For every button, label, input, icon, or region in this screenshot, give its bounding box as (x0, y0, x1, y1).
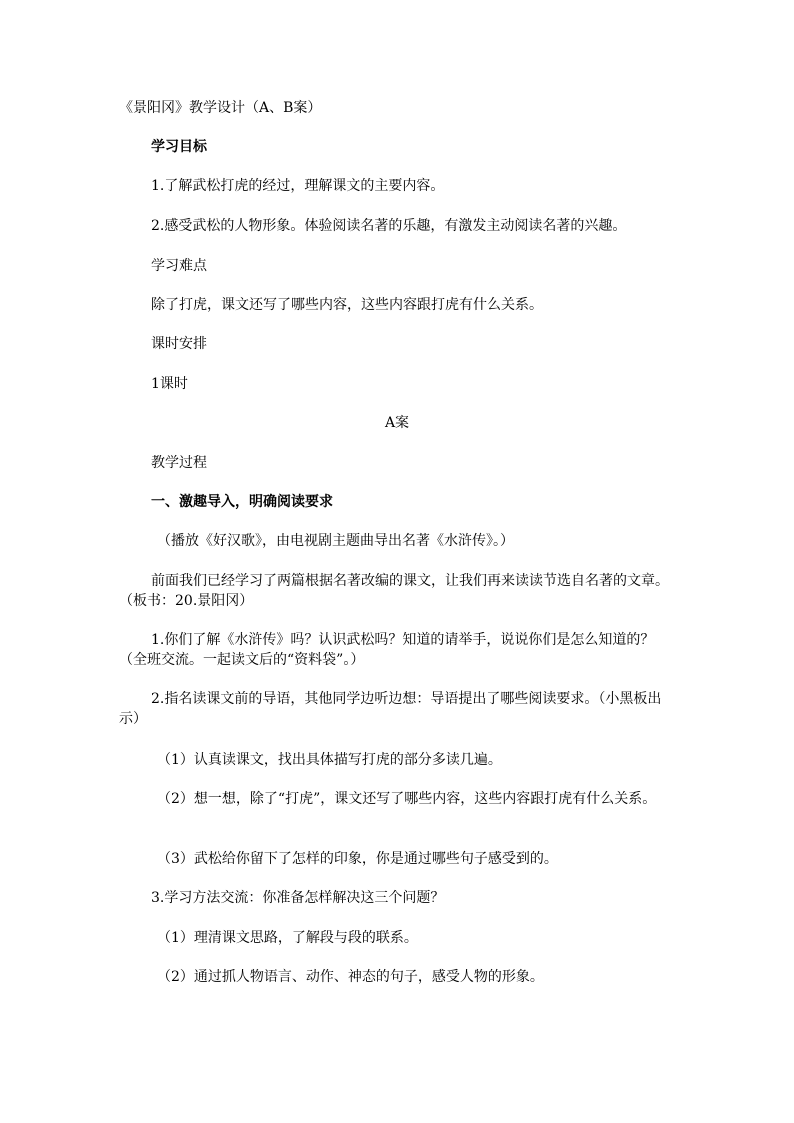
step-1-note: （播放《好汉歌》，由电视剧主题曲导出名著《水浒传》。） (157, 533, 514, 549)
question-3: 3.学习方法交流：你准备怎样解决这三个问题？ (151, 890, 445, 906)
heading-schedule: 课时安排 (151, 336, 207, 352)
question-1: 1.你们了解《水浒传》吗？认识武松吗？知道的请举手，说说你们是怎么知道的？（全班交流。一起读文后的“资料袋”。） (119, 632, 655, 668)
step-1-paragraph: 前面我们已经学习了两篇根据名著改编的课文，让我们再来读读节选自名著的文章。（板书：20.景阳冈） (119, 573, 669, 609)
requirement-3: （3）武松给你留下了怎样的印象，你是通过哪些句子感受到的。 (157, 851, 558, 867)
requirement-1: （1）认真读课文，找出具体描写打虎的部分多读几遍。 (157, 752, 502, 768)
objective-2: 2.感受武松的人物形象。体验阅读名著的乐趣，有激发主动阅读名著的兴趣。 (151, 218, 627, 234)
heading-process: 教学过程 (151, 455, 207, 471)
method-2: （2）通过抓人物语言、动作、神态的句子，感受人物的形象。 (157, 969, 544, 985)
heading-objectives: 学习目标 (151, 139, 207, 155)
question-2: 2.指名读课文前的导语，其他同学边听边想：导语提出了哪些阅读要求。（小黑板出示） (119, 691, 662, 727)
schedule-text: 1课时 (151, 376, 188, 392)
method-1: （1）理清课文思路，了解段与段的联系。 (157, 930, 418, 946)
step-1-heading: 一、激趣导入，明确阅读要求 (151, 494, 333, 510)
document-title: 《景阳冈》教学设计（A、B案） (119, 100, 322, 116)
objective-1: 1.了解武松打虎的经过，理解课文的主要内容。 (151, 178, 445, 194)
plan-a-heading: A案 (384, 415, 410, 431)
difficulty-text: 除了打虎，课文还写了哪些内容，这些内容跟打虎有什么关系。 (151, 297, 543, 313)
requirement-2: （2）想一想，除了“打虎”，课文还写了哪些内容，这些内容跟打虎有什么关系。 (157, 791, 657, 807)
heading-difficulty: 学习难点 (151, 258, 207, 274)
